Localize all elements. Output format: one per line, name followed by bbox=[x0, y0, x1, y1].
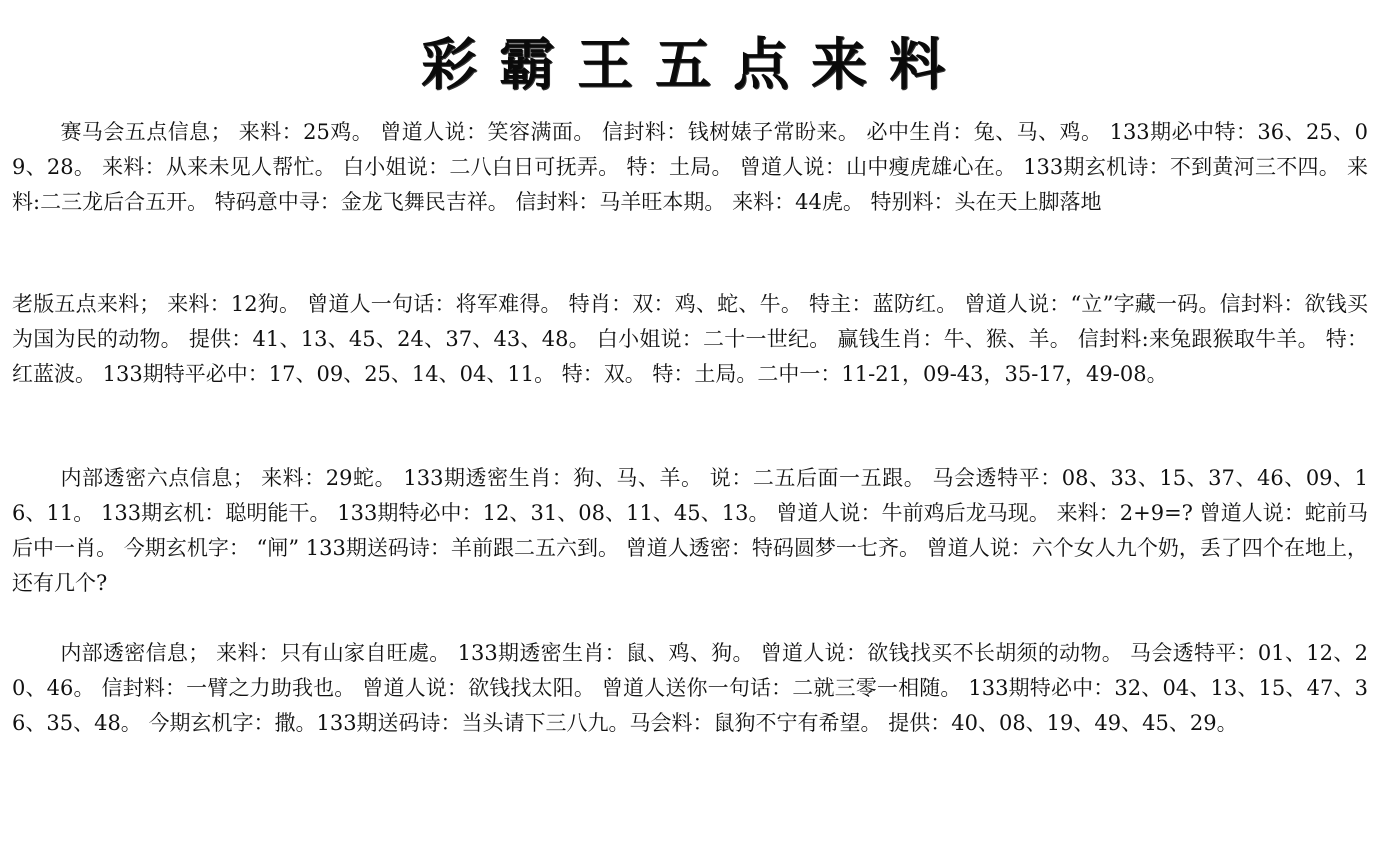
paragraph-laoban bbox=[12, 287, 1368, 392]
paragraph-text: 赛马会五点信息； 来料：25鸡。 曾道人说：笑容满面。 信封料：钱树婊子常盼来。 必中生肖：兔、马、鸡。 133期必中特：36、25、09、28。 来料：从来未见人帮忙。 白小姐说：二八白日可抚弄。 特：土局。 曾道人说：山中瘦虎雄心在。 133期玄机诗：不到黄河三不四。 来料:二三龙后合五开。 特码意中寻：金龙飞舞民吉祥。 信封料：马羊旺本期。 来料：44虎。 特别料：头在天上脚落地 bbox=[12, 120, 1368, 214]
page-title: 彩霸王五点来料 bbox=[421, 32, 967, 98]
paragraph-text: 内部透密六点信息； 来料：29蛇。 133期透密生肖：狗、马、羊。 说：二五后面一五跟。 马会透特平：08、33、15、37、46、09、16、11。 133期玄机：聪明能干。 133期特必中：12、31、08、11、45、13。 曾道人说：牛前鸡后龙马现。 来料：2+9=? 曾道人说：蛇前马后中一肖。 今期玄机字： “闸” 133期送码诗：羊前跟二五六到。 曾道人透密：特码圆梦一七齐。 曾道人说：六个女人九个奶，丢了四个在地上，还有几个? bbox=[12, 466, 1368, 595]
paragraph-saimahui bbox=[12, 115, 1368, 220]
paragraph-neibu bbox=[12, 636, 1368, 741]
paragraph-text: 内部透密信息； 来料：只有山家自旺處。 133期透密生肖：鼠、鸡、狗。 曾道人说：欲钱找买不长胡须的动物。 马会透特平：01、12、20、46。 信封料：一臂之力助我也。 曾道人说：欲钱找太阳。 曾道人送你一句话：二就三零一相随。 133期特必中：32、04、13、15、47、36、35、48。 今期玄机字：撒。133期送码诗：当头请下三八九。马会料：鼠狗不宁有希望。 提供：40、08、19、49、45、29。 bbox=[12, 641, 1368, 735]
paragraph-neibu-liudian bbox=[12, 461, 1368, 601]
paragraph-text: 老版五点来料； 来料：12狗。 曾道人一句话：将军难得。 特肖：双：鸡、蛇、牛。 特主：蓝防红。 曾道人说：“立”字藏一码。信封料：欲钱买为国为民的动物。 提供：41、13、45、24、37、43、48。 白小姐说：二十一世纪。 赢钱生肖：牛、猴、羊。 信封料:来兔跟猴取牛羊。 特：红蓝波。 133期特平必中：17、09、25、14、04、11。 特：双。 特：土局。二中一：11-21，09-43，35-17，49-08。 bbox=[12, 292, 1368, 386]
